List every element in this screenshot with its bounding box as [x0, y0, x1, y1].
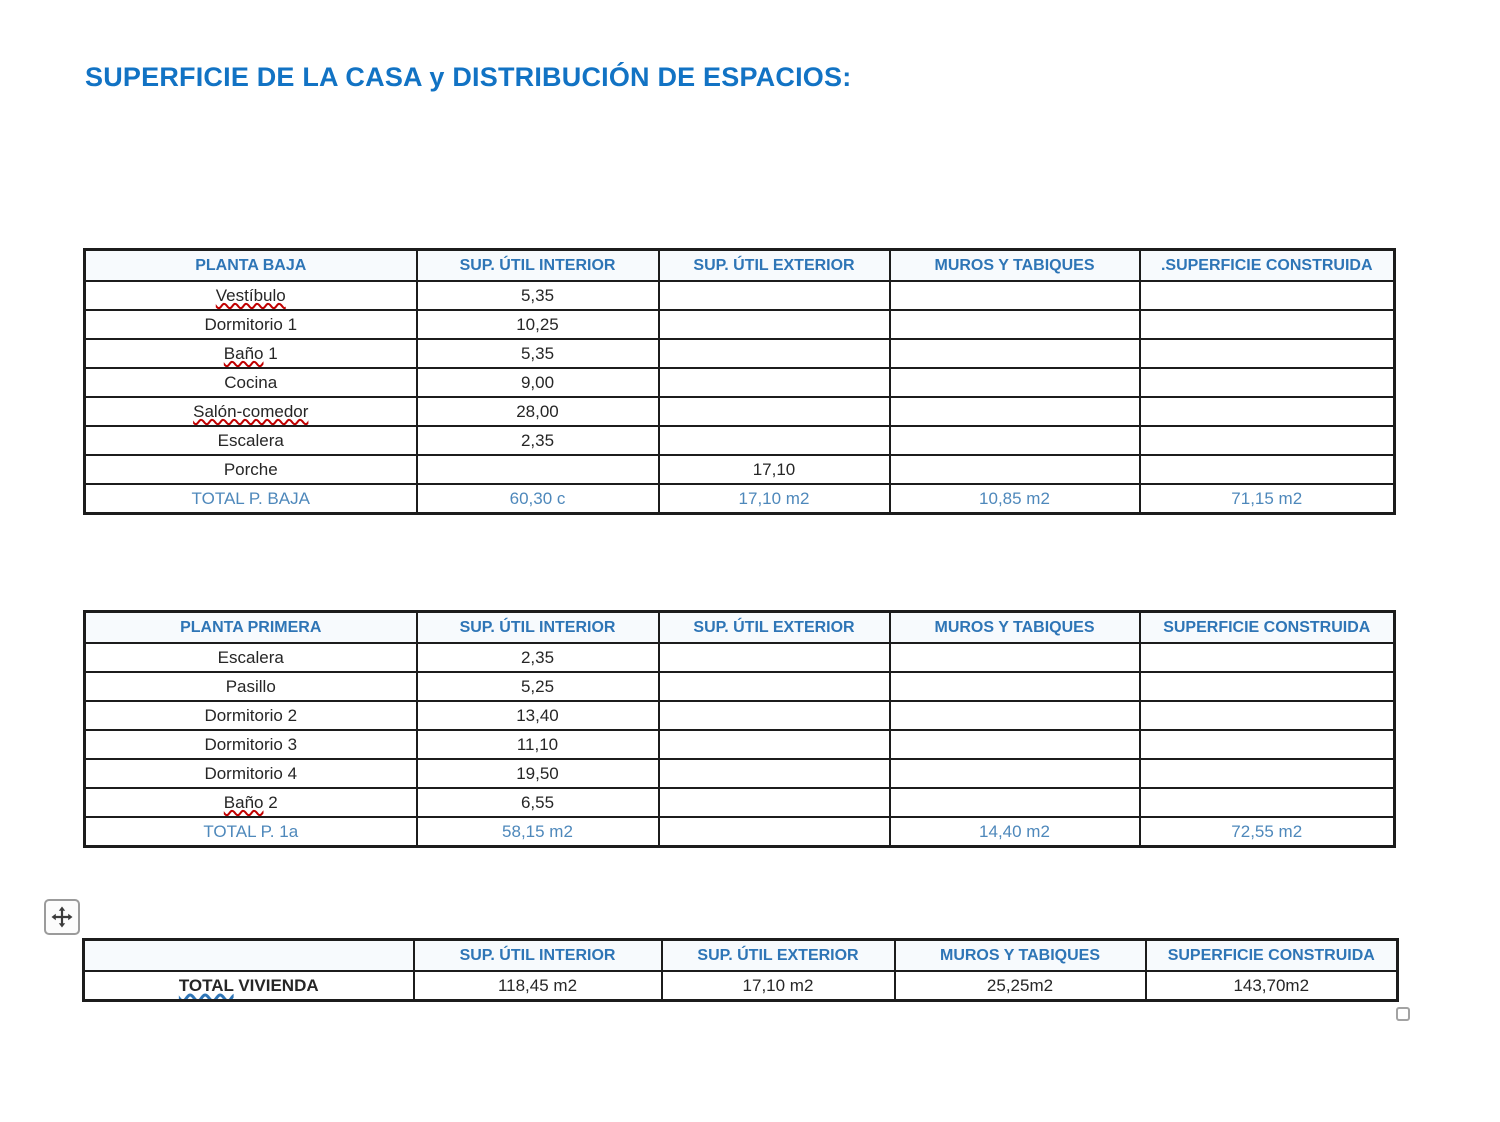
value-cell: [1140, 788, 1395, 817]
value-cell: [890, 788, 1140, 817]
value-cell: 2,35: [417, 426, 659, 455]
table-planta-primera: [83, 610, 1396, 848]
value-cell: [1140, 368, 1395, 397]
spellcheck-underlined-text: Salón-comedor: [193, 401, 309, 421]
value-cell: 19,50: [417, 759, 659, 788]
row-label-cell: Porche: [85, 455, 417, 484]
row-label-cell: TOTAL P. 1a: [85, 817, 417, 847]
value-cell: 5,35: [417, 339, 659, 368]
total-row: [85, 817, 1395, 847]
value-cell: 28,00: [417, 397, 659, 426]
value-cell: [659, 817, 890, 847]
value-cell: 10,25: [417, 310, 659, 339]
value-cell: 13,40: [417, 701, 659, 730]
value-cell: [1140, 339, 1395, 368]
column-header: .SUPERFICIE CONSTRUIDA: [1140, 250, 1395, 282]
page-title: SUPERFICIE DE LA CASA y DISTRIBUCIÓN DE ESPACIOS:: [85, 62, 852, 92]
table-total-vivienda: [82, 938, 1399, 1002]
value-cell: 9,00: [417, 368, 659, 397]
spellcheck-underlined-text: Baño: [223, 792, 264, 812]
value-cell: [890, 701, 1140, 730]
value-cell: [1140, 426, 1395, 455]
value-cell: 17,10: [659, 455, 890, 484]
value-cell: 60,30 c: [417, 484, 659, 514]
column-header: SUPERFICIE CONSTRUIDA: [1140, 612, 1395, 644]
value-cell: 5,35: [417, 281, 659, 310]
table-row: [85, 368, 1395, 397]
column-header: SUP. ÚTIL EXTERIOR: [659, 250, 890, 282]
column-header: SUP. ÚTIL INTERIOR: [414, 940, 662, 972]
value-cell: 71,15 m2: [1140, 484, 1395, 514]
row-label-cell: Pasillo: [85, 672, 417, 701]
row-label-cell: [85, 397, 417, 426]
value-cell: [890, 455, 1140, 484]
value-cell: [659, 672, 890, 701]
value-cell: [659, 368, 890, 397]
value-cell: [1140, 759, 1395, 788]
row-label-cell: Escalera: [85, 426, 417, 455]
column-header: SUP. ÚTIL INTERIOR: [417, 612, 659, 644]
table-row: [85, 701, 1395, 730]
row-label-cell: Baño 2: [85, 788, 417, 817]
value-cell: [1140, 701, 1395, 730]
value-cell: [890, 397, 1140, 426]
table-row: [85, 281, 1395, 310]
value-cell: [659, 759, 890, 788]
value-cell: 14,40 m2: [890, 817, 1140, 847]
spellcheck-underlined-text: Vestíbulo: [215, 285, 286, 305]
value-cell: 72,55 m2: [1140, 817, 1395, 847]
value-cell: [890, 426, 1140, 455]
value-cell: [890, 281, 1140, 310]
row-label-cell: Dormitorio 1: [85, 310, 417, 339]
value-cell: [659, 701, 890, 730]
value-cell: [890, 672, 1140, 701]
value-cell: 17,10 m2: [662, 971, 895, 1001]
value-cell: 25,25m2: [895, 971, 1146, 1001]
table-row: [85, 643, 1395, 672]
table-row: [85, 730, 1395, 759]
row-label-cell: Dormitorio 3: [85, 730, 417, 759]
value-cell: [659, 397, 890, 426]
row-label-cell: TOTAL P. BAJA: [85, 484, 417, 514]
table-row: [85, 455, 1395, 484]
header-row: [84, 940, 1398, 972]
table-row: [85, 759, 1395, 788]
value-cell: 6,55: [417, 788, 659, 817]
value-cell: [417, 455, 659, 484]
column-header: PLANTA BAJA: [85, 250, 417, 282]
value-cell: [1140, 397, 1395, 426]
column-header: SUP. ÚTIL EXTERIOR: [662, 940, 895, 972]
value-cell: 58,15 m2: [417, 817, 659, 847]
value-cell: [659, 643, 890, 672]
value-cell: 10,85 m2: [890, 484, 1140, 514]
header-row: [85, 250, 1395, 282]
value-cell: [1140, 310, 1395, 339]
table-resize-handle[interactable]: [1396, 1007, 1410, 1021]
row-label-cell: TOTAL VIVIENDA: [84, 971, 414, 1001]
column-header: PLANTA PRIMERA: [85, 612, 417, 644]
row-label-cell: Baño 1: [85, 339, 417, 368]
value-cell: [659, 310, 890, 339]
value-cell: [890, 759, 1140, 788]
table-row: [84, 971, 1398, 1001]
column-header: SUPERFICIE CONSTRUIDA: [1146, 940, 1398, 972]
value-cell: [1140, 672, 1395, 701]
table-row: [85, 672, 1395, 701]
value-cell: [659, 788, 890, 817]
value-cell: [659, 339, 890, 368]
value-cell: [890, 310, 1140, 339]
table-row: [85, 397, 1395, 426]
table-row: [85, 310, 1395, 339]
column-header: [84, 940, 414, 972]
value-cell: [890, 643, 1140, 672]
value-cell: [1140, 730, 1395, 759]
value-cell: [1140, 455, 1395, 484]
header-row: [85, 612, 1395, 644]
table-row: [85, 339, 1395, 368]
column-header: MUROS Y TABIQUES: [890, 250, 1140, 282]
value-cell: 143,70m2: [1146, 971, 1398, 1001]
table-row: [85, 426, 1395, 455]
value-cell: 5,25: [417, 672, 659, 701]
table-move-handle[interactable]: [44, 899, 80, 935]
column-header: MUROS Y TABIQUES: [895, 940, 1146, 972]
value-cell: [659, 730, 890, 759]
value-cell: [1140, 281, 1395, 310]
value-cell: 2,35: [417, 643, 659, 672]
value-cell: [890, 730, 1140, 759]
value-cell: [659, 281, 890, 310]
table-row: [85, 788, 1395, 817]
row-label-cell: Dormitorio 2: [85, 701, 417, 730]
move-arrows-icon: [50, 905, 74, 929]
column-header: SUP. ÚTIL INTERIOR: [417, 250, 659, 282]
value-cell: [1140, 643, 1395, 672]
row-label-cell: Escalera: [85, 643, 417, 672]
row-label-cell: [85, 281, 417, 310]
value-cell: [890, 368, 1140, 397]
total-row: [85, 484, 1395, 514]
table-planta-baja: [83, 248, 1396, 515]
value-cell: 11,10: [417, 730, 659, 759]
column-header: MUROS Y TABIQUES: [890, 612, 1140, 644]
value-cell: 118,45 m2: [414, 971, 662, 1001]
value-cell: [890, 339, 1140, 368]
row-label-cell: Cocina: [85, 368, 417, 397]
column-header: SUP. ÚTIL EXTERIOR: [659, 612, 890, 644]
row-label-cell: Dormitorio 4: [85, 759, 417, 788]
spellcheck-underlined-text: Baño: [223, 343, 264, 363]
value-cell: 17,10 m2: [659, 484, 890, 514]
value-cell: [659, 426, 890, 455]
grammar-underlined-text: TOTAL: [178, 975, 234, 995]
